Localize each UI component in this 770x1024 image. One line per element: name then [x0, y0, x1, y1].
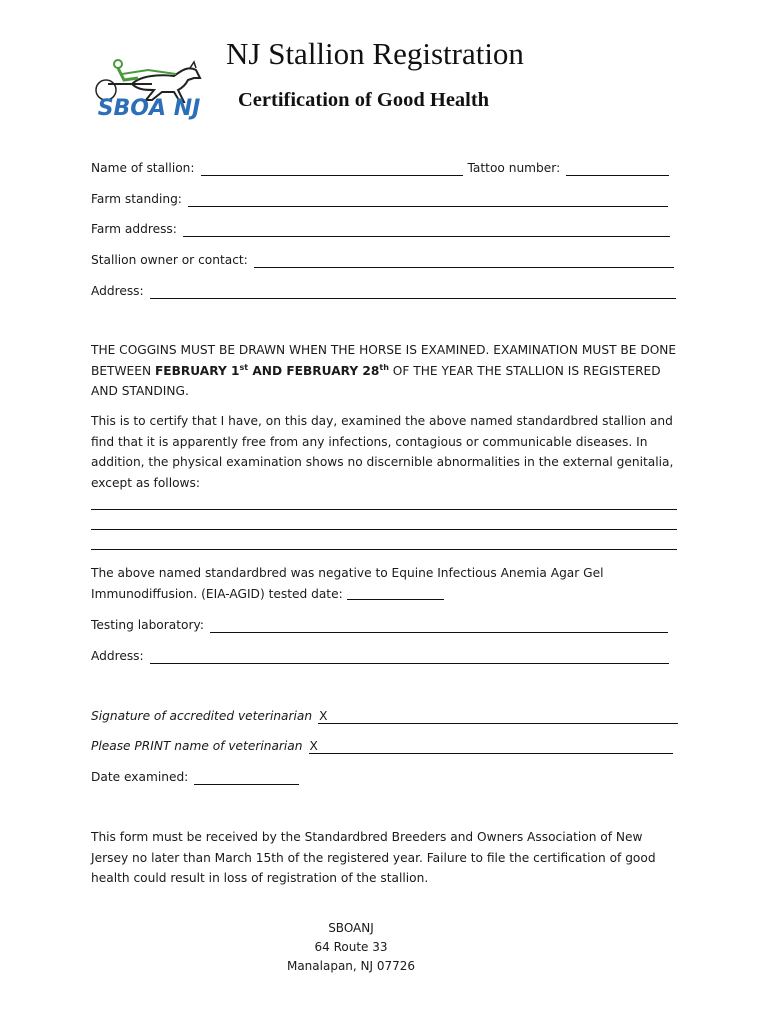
date-examined-label: Date examined: [91, 770, 189, 784]
stallion-name-row [91, 158, 669, 176]
notice-feb28 [286, 364, 389, 378]
vet-signature-field[interactable] [318, 708, 678, 724]
notice-feb1-sup: st [239, 362, 249, 372]
address-row [91, 281, 676, 299]
owner-contact-field[interactable] [254, 252, 674, 268]
horse-and-sulky-icon [88, 44, 210, 132]
vet-signature-row [91, 706, 678, 724]
date-examined-field[interactable] [194, 769, 299, 785]
lab-address-row [91, 646, 669, 664]
notice-feb1-text: FEBRUARY 1 [154, 363, 240, 378]
address-label: Address: [91, 284, 144, 298]
vet-print-name-field[interactable] [309, 738, 673, 754]
owner-contact-row [91, 250, 674, 268]
farm-address-label: Farm address: [91, 222, 177, 236]
signature-x-mark: X [319, 709, 328, 723]
stallion-name-field[interactable] [201, 160, 463, 176]
exceptions-line-3[interactable] [91, 549, 677, 550]
certification-statement: This is to certify that I have, on this day, examined the above named standardbred stallion and find that it is apparently free from any infections, contagious or communicable diseases. In addition, the physical examination shows no discernible abnormalities in the external genitalia, except as follows: [91, 414, 674, 490]
coggins-notice [91, 340, 681, 402]
print-name-x-mark: X [309, 739, 318, 753]
testing-laboratory-row [91, 615, 668, 633]
footer-org: SBOANJ [328, 921, 374, 935]
date-examined-row [91, 767, 299, 785]
form-subtitle: Certification of Good Health [238, 89, 490, 111]
form-title: NJ Stallion Registration [226, 36, 524, 71]
tattoo-number-label: Tattoo number: [467, 161, 561, 175]
eia-statement [91, 563, 681, 604]
sboanj-logo [88, 44, 210, 132]
farm-standing-row [91, 189, 668, 207]
testing-laboratory-field[interactable] [210, 617, 668, 633]
logo-text: SBOA NJ [97, 96, 201, 121]
notice-feb1 [155, 364, 248, 378]
tested-date-field[interactable] [347, 585, 444, 600]
footer-address [0, 919, 702, 976]
exceptions-line-2[interactable] [91, 529, 677, 530]
vet-print-name-label: Please PRINT name of veterinarian [91, 739, 303, 753]
notice-text-start: THE COGGINS MUST BE DRAWN WHEN THE HORSE IS EXAMINED. EXAMINATION MUST BE DONE BETWEEN [91, 343, 677, 378]
tattoo-number-field[interactable] [566, 160, 669, 176]
deadline-notice: This form must be received by the Standardbred Breeders and Owners Association of New Jersey no later than March 15th of the registered year. Failure to file the certification of good health could result in loss of registration of the stallion. [91, 830, 656, 885]
footer-city: Manalapan, NJ 07726 [286, 959, 416, 973]
notice-and: AND [248, 363, 287, 378]
farm-standing-field[interactable] [188, 191, 668, 207]
vet-print-name-row [91, 736, 673, 754]
eia-statement-text: The above named standardbred was negative to Equine Infectious Anemia Agar Gel Immunodiffusion. (EIA-AGID) tested date: [91, 566, 604, 601]
owner-contact-label: Stallion owner or contact: [91, 253, 248, 267]
vet-signature-label: Signature of accredited veterinarian [91, 709, 313, 723]
notice-feb28-sup: th [379, 362, 389, 372]
lab-address-label: Address: [91, 649, 144, 663]
farm-address-field[interactable] [183, 221, 670, 237]
exceptions-line-1[interactable] [91, 509, 677, 510]
farm-address-row [91, 219, 670, 237]
lab-address-field[interactable] [150, 648, 669, 664]
stallion-name-label: Name of stallion: [91, 161, 195, 175]
farm-standing-label: Farm standing: [91, 192, 182, 206]
notice-text-end: OF THE YEAR THE STALLION IS REGISTERED AND STANDING. [91, 363, 661, 398]
address-field[interactable] [150, 283, 676, 299]
notice-feb28-text: FEBRUARY 28 [286, 363, 380, 378]
footer-street: 64 Route 33 [314, 940, 388, 954]
testing-laboratory-label: Testing laboratory: [91, 618, 204, 632]
